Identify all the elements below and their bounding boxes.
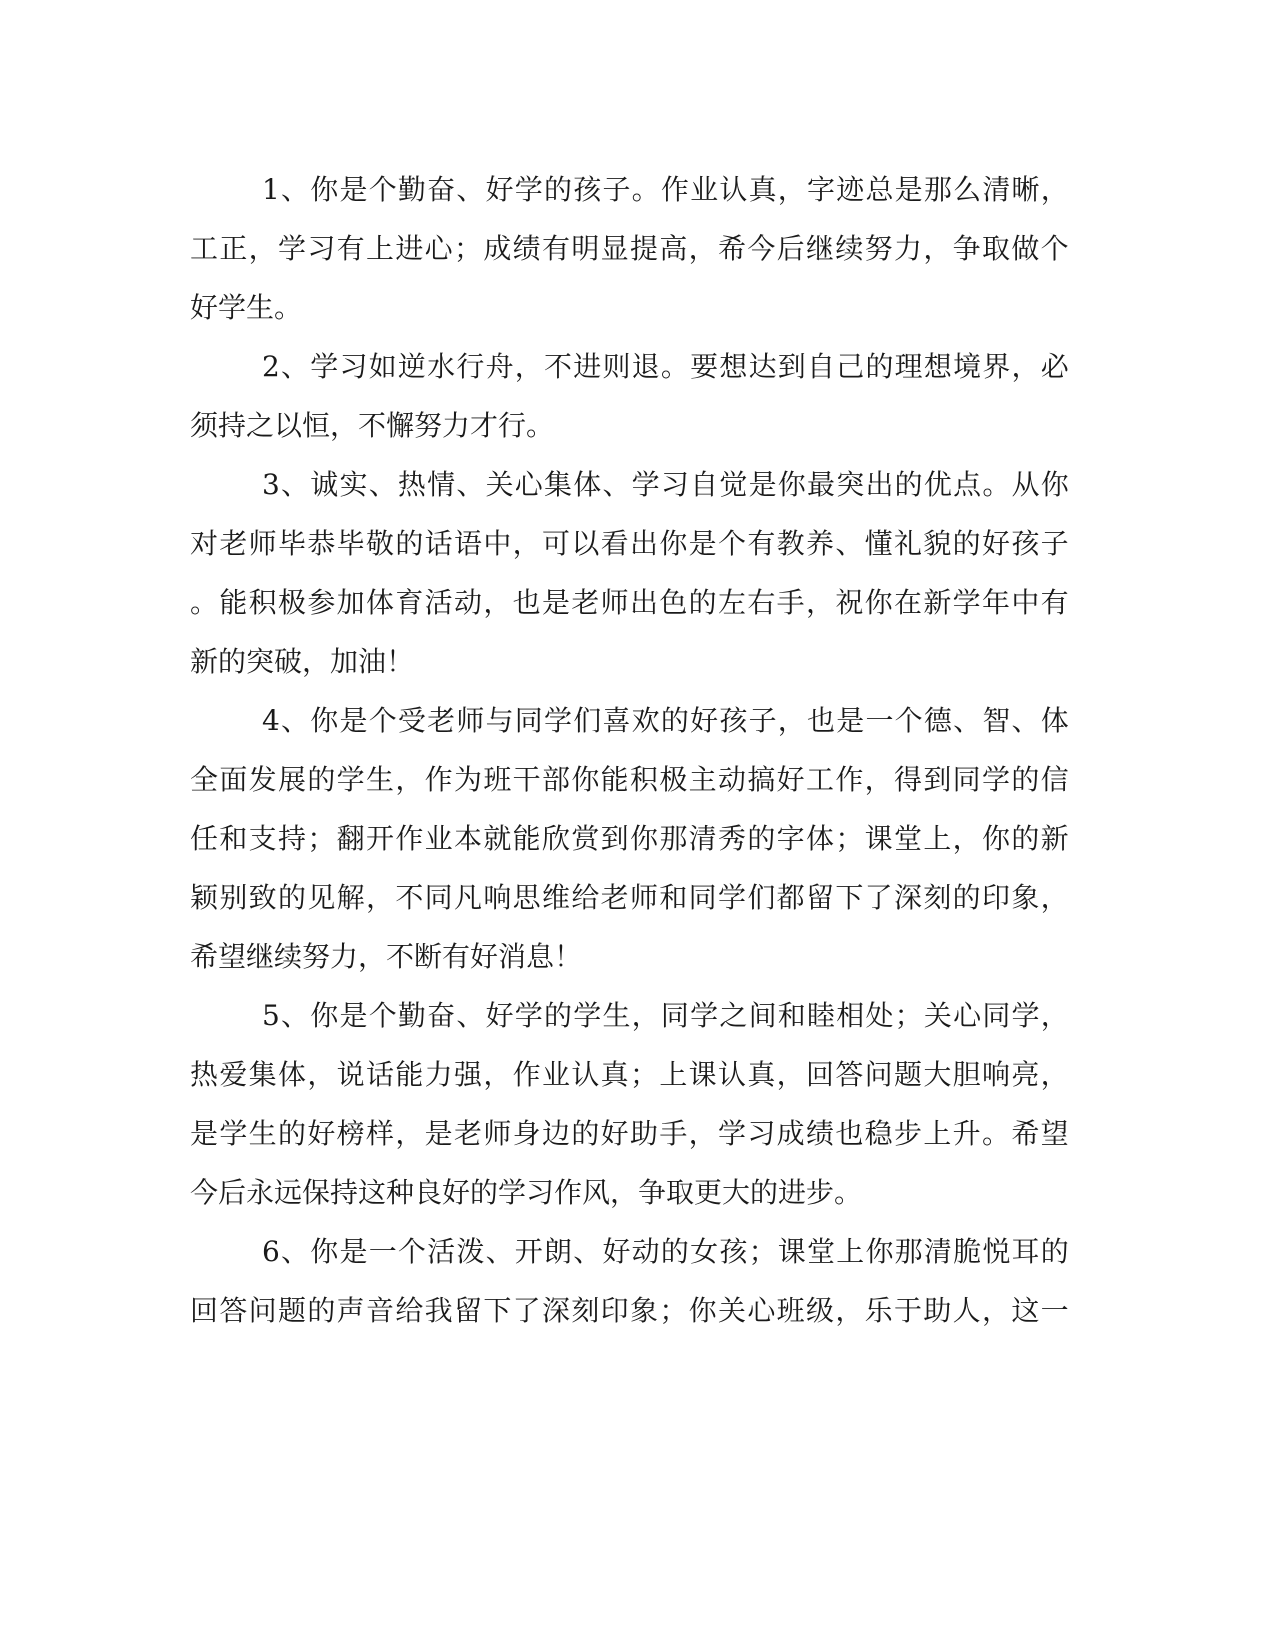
paragraph-1-line-3: 好学生。 (190, 291, 303, 324)
paragraph-3-line-4: 新的突破，加油！ (190, 645, 415, 678)
paragraph-6-line-2: 回答问题的声音给我留下了深刻印象；你关心班级，乐于助人，这一 (190, 1294, 1071, 1327)
paragraph-4-line-3: 任和支持；翻开作业本就能欣赏到你那清秀的字体；课堂上，你的新 (190, 822, 1071, 855)
paragraph-3-line-3: 。能积极参加体育活动，也是老师出色的左右手，祝你在新学年中有 (190, 586, 1071, 619)
paragraph-1-line-1: 1、你是个勤奋、好学的孩子。作业认真，字迹总是那么清晰， (262, 173, 1070, 206)
paragraph-4-line-5: 希望继续努力，不断有好消息！ (190, 940, 583, 973)
paragraph-4-line-4: 颖别致的见解，不同凡响思维给老师和同学们都留下了深刻的印象， (190, 881, 1071, 914)
paragraph-3-line-1: 3、诚实、热情、关心集体、学习自觉是你最突出的优点。从你 (262, 468, 1070, 501)
paragraph-5-line-2: 热爱集体，说话能力强，作业认真；上课认真，回答问题大胆响亮， (190, 1058, 1071, 1091)
paragraph-4-line-2: 全面发展的学生，作为班干部你能积极主动搞好工作，得到同学的信 (190, 763, 1071, 796)
paragraph-5-line-4: 今后永远保持这种良好的学习作风，争取更大的进步。 (190, 1176, 863, 1209)
paragraph-1-line-2: 工正，学习有上进心；成绩有明显提高，希今后继续努力，争取做个 (190, 232, 1071, 265)
paragraph-5-line-1: 5、你是个勤奋、好学的学生，同学之间和睦相处；关心同学， (262, 999, 1070, 1032)
paragraph-6-line-1: 6、你是一个活泼、开朗、好动的女孩；课堂上你那清脆悦耳的 (262, 1235, 1070, 1268)
paragraph-5-line-3: 是学生的好榜样，是老师身边的好助手，学习成绩也稳步上升。希望 (190, 1117, 1071, 1150)
paragraph-3-line-2: 对老师毕恭毕敬的话语中，可以看出你是个有教养、懂礼貌的好孩子 (190, 527, 1071, 560)
paragraph-2-line-2: 须持之以恒，不懈努力才行。 (190, 409, 555, 442)
paragraph-4-line-1: 4、你是个受老师与同学们喜欢的好孩子，也是一个德、智、体 (262, 704, 1070, 737)
paragraph-2-line-1: 2、学习如逆水行舟，不进则退。要想达到自己的理想境界，必 (262, 350, 1070, 383)
